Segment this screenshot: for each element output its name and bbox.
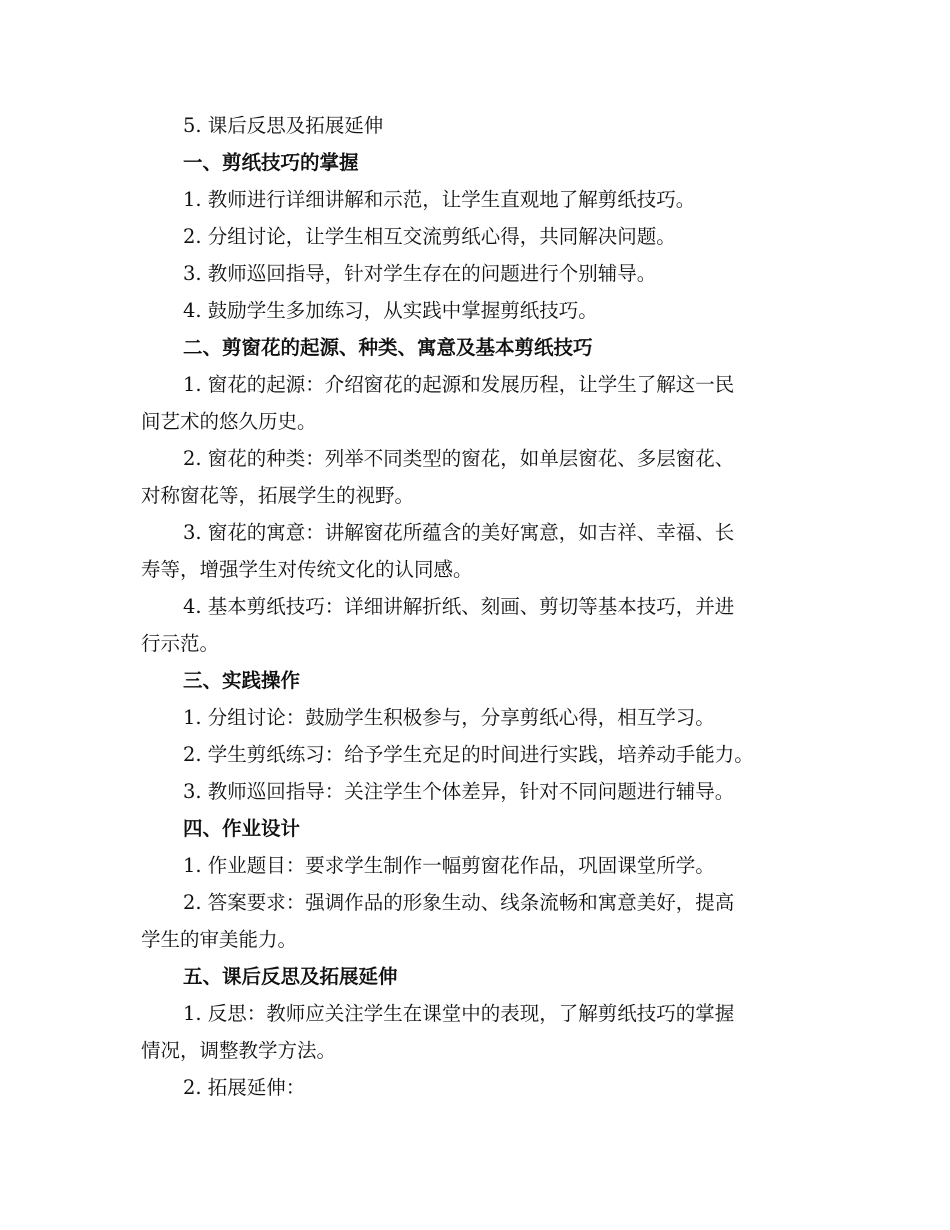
text-line: 1. 作业题目：要求学生制作一幅剪窗花作品，巩固课堂所学。 (183, 854, 715, 877)
section-heading: 一、剪纸技巧的掌握 (183, 151, 359, 174)
text-line: 寿等，增强学生对传统文化的认同感。 (141, 558, 473, 581)
text-line: 4. 鼓励学生多加练习，从实践中掌握剪纸技巧。 (183, 299, 598, 322)
section-heading: 五、课后反思及拓展延伸 (183, 965, 398, 988)
text-line: 2. 答案要求：强调作品的形象生动、线条流畅和寓意美好，提高 (183, 891, 735, 914)
text-line: 3. 教师巡回指导，针对学生存在的问题进行个别辅导。 (183, 262, 657, 285)
text-line: 行示范。 (141, 632, 220, 655)
section-heading: 四、作业设计 (183, 817, 301, 840)
text-line: 学生的审美能力。 (141, 928, 298, 951)
text-line: 对称窗花等，拓展学生的视野。 (141, 484, 415, 507)
text-line: 2. 分组讨论，让学生相互交流剪纸心得，共同解决问题。 (183, 225, 676, 248)
text-line: 间艺术的悠久历史。 (141, 410, 317, 433)
text-line: 5. 课后反思及拓展延伸 (183, 114, 384, 137)
text-line: 4. 基本剪纸技巧：详细讲解折纸、刻画、剪切等基本技巧，并进 (183, 595, 735, 618)
section-heading: 三、实践操作 (183, 669, 301, 692)
text-line: 1. 反思：教师应关注学生在课堂中的表现，了解剪纸技巧的掌握 (183, 1002, 735, 1025)
text-line: 2. 窗花的种类：列举不同类型的窗花，如单层窗花、多层窗花、 (183, 447, 735, 470)
text-line: 3. 窗花的寓意：讲解窗花所蕴含的美好寓意，如吉祥、幸福、长 (183, 521, 735, 544)
text-line: 情况，调整教学方法。 (141, 1039, 337, 1062)
text-line: 2. 拓展延伸： (183, 1076, 306, 1099)
section-heading: 二、剪窗花的起源、种类、寓意及基本剪纸技巧 (183, 336, 593, 359)
text-line: 1. 窗花的起源：介绍窗花的起源和发展历程，让学生了解这一民 (183, 373, 735, 396)
text-line: 3. 教师巡回指导：关注学生个体差异，针对不同问题进行辅导。 (183, 780, 735, 803)
text-line: 1. 教师进行详细讲解和示范，让学生直观地了解剪纸技巧。 (183, 188, 696, 211)
text-line: 1. 分组讨论：鼓励学生积极参与，分享剪纸心得，相互学习。 (183, 706, 715, 729)
document-body (141, 107, 821, 1106)
text-line: 2. 学生剪纸练习：给予学生充足的时间进行实践，培养动手能力。 (183, 743, 754, 766)
